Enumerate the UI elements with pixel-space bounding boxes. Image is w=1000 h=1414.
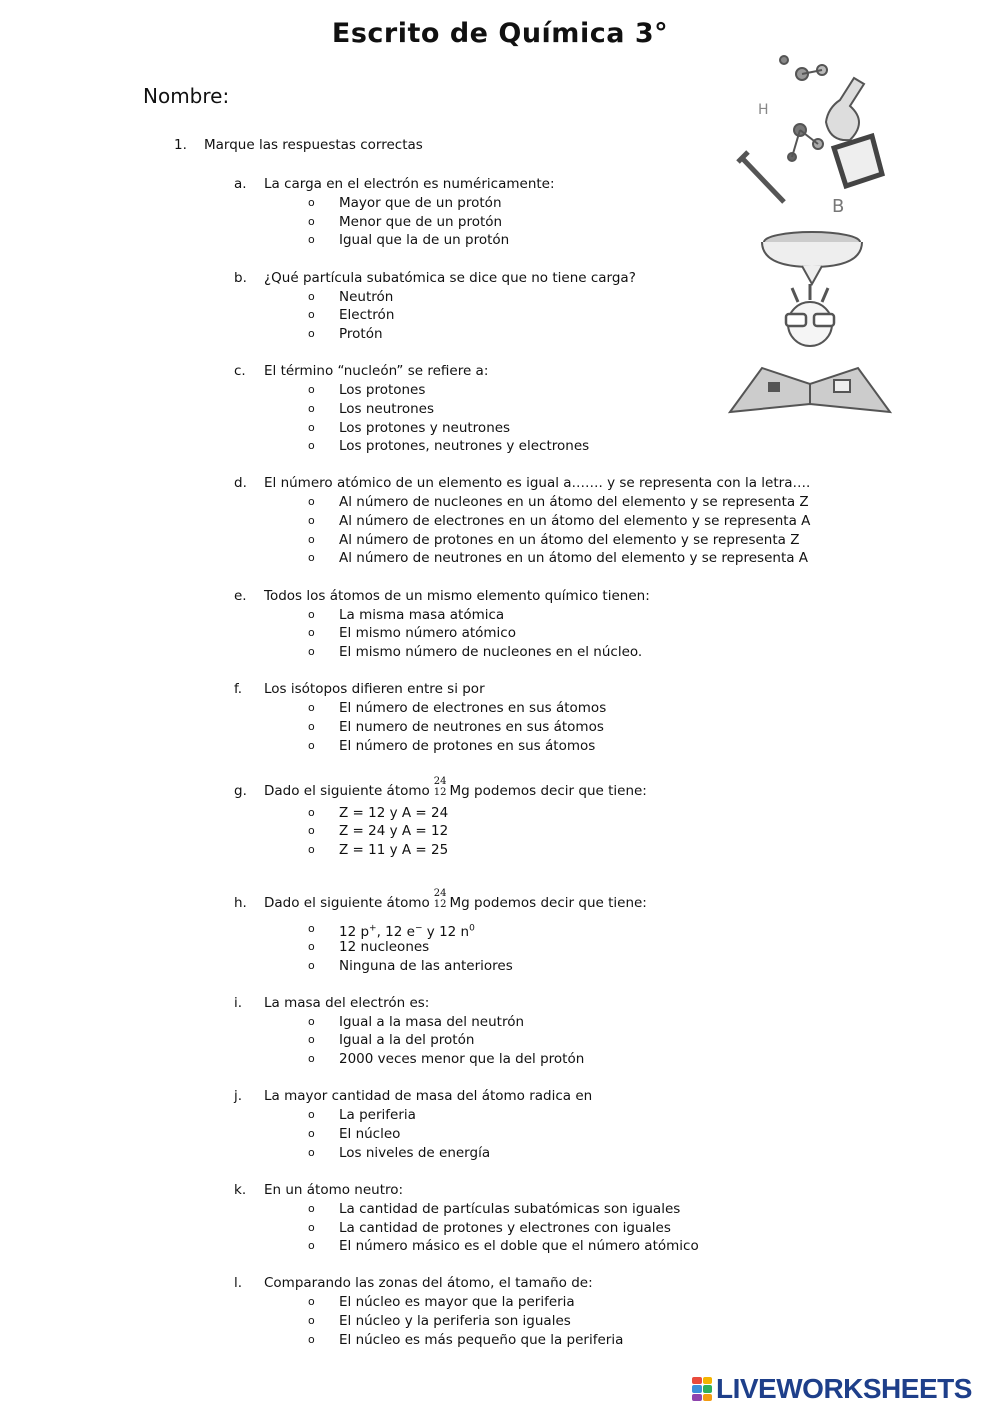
- option-text: Electrón: [339, 307, 395, 324]
- question-stem: La carga en el electrón es numéricamente:: [264, 176, 555, 192]
- answer-option[interactable]: [234, 549, 809, 568]
- answer-option[interactable]: [234, 1125, 794, 1144]
- answer-option[interactable]: [234, 916, 794, 941]
- svg-text:B: B: [832, 196, 845, 217]
- answer-option[interactable]: [234, 804, 794, 823]
- question-f: [234, 680, 794, 755]
- question-stem: El número atómico de un elemento es igual a……. y se representa con la letra….: [264, 475, 811, 492]
- circle-bullet-icon: o: [308, 289, 315, 303]
- option-text: Los protones: [339, 382, 426, 399]
- option-text: Z = 24 y A = 12: [339, 823, 449, 840]
- question-stem: La masa del electrón es:: [264, 994, 430, 1011]
- question-i: [234, 994, 794, 1069]
- option-text: La misma masa atómica: [339, 606, 505, 623]
- answer-option[interactable]: [234, 531, 800, 550]
- answer-option[interactable]: [234, 512, 811, 531]
- question-c: [234, 362, 794, 456]
- option-text: El numero de neutrones en sus átomos: [339, 718, 604, 735]
- circle-bullet-icon: o: [308, 921, 315, 935]
- circle-bullet-icon: o: [308, 1220, 315, 1234]
- answer-option[interactable]: [234, 1331, 794, 1350]
- question-a: [234, 175, 794, 250]
- answer-option[interactable]: [234, 306, 794, 325]
- circle-bullet-icon: o: [308, 626, 315, 640]
- option-text: 12 nucleones: [339, 938, 430, 955]
- question-d: [234, 474, 811, 568]
- option-text: El mismo número de nucleones en el núcleo.: [339, 644, 643, 660]
- question-letter: c.: [234, 363, 246, 380]
- answer-option[interactable]: [234, 624, 794, 643]
- circle-bullet-icon: o: [308, 439, 315, 453]
- answer-option[interactable]: [234, 1219, 794, 1238]
- brand-name: LIVEWORKSHEETS: [716, 1373, 972, 1404]
- answer-option[interactable]: [234, 1013, 794, 1032]
- option-text: La cantidad de partículas subatómicas son iguales: [339, 1200, 681, 1217]
- option-text: Mayor que de un protón: [339, 195, 502, 211]
- question-stem: El término “nucleón” se refiere a:: [264, 363, 489, 380]
- circle-bullet-icon: o: [308, 551, 315, 565]
- answer-option[interactable]: [234, 194, 794, 213]
- option-text: 2000 veces menor que la del protón: [339, 1051, 585, 1068]
- logo-mark-icon: [692, 1377, 712, 1401]
- circle-bullet-icon: o: [308, 1314, 315, 1328]
- answer-option[interactable]: [234, 718, 794, 737]
- question-e: [234, 587, 794, 662]
- liveworksheets-logo: [692, 1373, 992, 1405]
- option-text: El núcleo y la periferia son iguales: [339, 1313, 571, 1330]
- circle-bullet-icon: o: [308, 1201, 315, 1215]
- answer-option[interactable]: [234, 437, 794, 456]
- nuclide-notation: [434, 776, 447, 798]
- circle-bullet-icon: o: [308, 1014, 315, 1028]
- circle-bullet-icon: o: [308, 1033, 315, 1047]
- answer-option[interactable]: [234, 400, 794, 419]
- name-label: Nombre:: [143, 84, 230, 108]
- answer-option[interactable]: [234, 1144, 794, 1163]
- option-text: Los protones y neutrones: [339, 419, 511, 436]
- circle-bullet-icon: o: [308, 495, 315, 509]
- option-text: Protón: [339, 325, 383, 342]
- question-l: [234, 1274, 794, 1349]
- answer-option[interactable]: [234, 737, 794, 756]
- mass-number: 24: [433, 887, 447, 899]
- question-stem: Dado el siguiente átomo: [264, 782, 430, 799]
- intro-number: 1.: [174, 137, 187, 153]
- option-text: El núcleo es más pequeño que la periferia: [339, 1331, 624, 1348]
- option-text: Ninguna de las anteriores: [339, 957, 513, 974]
- question-letter: d.: [234, 475, 247, 492]
- circle-bullet-icon: o: [308, 958, 315, 972]
- question-letter: k.: [234, 1181, 247, 1198]
- option-text: El núcleo es mayor que la periferia: [339, 1294, 575, 1311]
- answer-option[interactable]: [234, 325, 794, 344]
- answer-option[interactable]: [234, 1200, 794, 1219]
- svg-text:H: H: [758, 102, 769, 118]
- answer-option[interactable]: [234, 1237, 794, 1256]
- answer-option[interactable]: [234, 1031, 794, 1050]
- proton-charge: +: [369, 923, 377, 934]
- question-letter: a.: [234, 176, 247, 192]
- answer-option[interactable]: [234, 1050, 794, 1069]
- option-text: Al número de nucleones en un átomo del elemento y se representa Z: [339, 494, 809, 511]
- option-text: Igual a la masa del neutrón: [339, 1013, 525, 1030]
- option-text: Igual a la del protón: [339, 1032, 475, 1049]
- answer-option[interactable]: [234, 493, 809, 512]
- page-title: Escrito de Química 3°: [331, 18, 669, 49]
- answer-option[interactable]: [234, 1106, 794, 1125]
- circle-bullet-icon: o: [308, 1052, 315, 1066]
- circle-bullet-icon: o: [308, 420, 315, 434]
- electron-count: , 12 e: [376, 924, 415, 941]
- proton-count: 12 p: [339, 924, 370, 941]
- neutron-count: y 12 n: [422, 924, 470, 941]
- mass-number: 24: [433, 775, 447, 787]
- question-letter: b.: [234, 269, 247, 286]
- question-h: [234, 886, 794, 975]
- circle-bullet-icon: o: [308, 1126, 315, 1140]
- question-letter: i.: [234, 994, 243, 1011]
- option-text: La cantidad de protones y electrones con iguales: [339, 1219, 671, 1236]
- option-text: Al número de protones en un átomo del elemento y se representa Z: [339, 531, 800, 548]
- question-k: [234, 1181, 794, 1256]
- option-text: El número de protones en sus átomos: [339, 737, 596, 754]
- option-text: Z = 11 y A = 25: [339, 842, 449, 859]
- element-symbol: Mg: [449, 782, 470, 799]
- question-letter: e.: [234, 587, 247, 604]
- option-text: El número de electrones en sus átomos: [339, 700, 607, 717]
- option-text: Neutrón: [339, 288, 394, 305]
- answer-option[interactable]: [234, 841, 794, 860]
- question-g: [234, 774, 794, 860]
- question-stem: En un átomo neutro:: [264, 1181, 404, 1198]
- answer-option[interactable]: [234, 1312, 794, 1331]
- circle-bullet-icon: o: [308, 308, 315, 322]
- circle-bullet-icon: o: [308, 532, 315, 546]
- circle-bullet-icon: o: [308, 645, 315, 658]
- intro-text: Marque las respuestas correctas: [204, 137, 423, 153]
- option-text: Z = 12 y A = 24: [339, 804, 449, 821]
- atomic-number: 12: [433, 786, 447, 798]
- circle-bullet-icon: o: [308, 701, 315, 715]
- question-stem: Todos los átomos de un mismo elemento químico tienen:: [264, 587, 650, 604]
- question-letter: f.: [234, 681, 243, 698]
- question-b: [234, 269, 794, 344]
- question-stem-end: podemos decir que tiene:: [474, 894, 647, 911]
- circle-bullet-icon: o: [308, 738, 315, 752]
- circle-bullet-icon: o: [308, 1239, 315, 1253]
- option-text: La periferia: [339, 1107, 416, 1124]
- answer-option[interactable]: [234, 288, 794, 307]
- question-intro: [174, 137, 423, 153]
- answer-option[interactable]: [234, 231, 794, 250]
- electron-charge: −: [414, 923, 423, 934]
- nuclide-notation: [434, 888, 447, 910]
- option-text: Los protones, neutrones y electrones: [339, 438, 590, 455]
- question-stem-end: podemos decir que tiene:: [474, 782, 647, 799]
- circle-bullet-icon: o: [308, 233, 315, 247]
- answer-option[interactable]: [234, 606, 794, 625]
- circle-bullet-icon: o: [308, 939, 315, 953]
- option-text: Los neutrones: [339, 400, 434, 417]
- question-letter: g.: [234, 782, 247, 799]
- question-stem: La mayor cantidad de masa del átomo radica en: [264, 1088, 593, 1105]
- answer-option[interactable]: [234, 822, 794, 841]
- answer-option[interactable]: [234, 1293, 794, 1312]
- answer-option[interactable]: [234, 957, 794, 976]
- answer-option[interactable]: [234, 419, 794, 438]
- option-text: El número másico es el doble que el número atómico: [339, 1238, 699, 1255]
- question-list: [234, 175, 811, 1368]
- option-text: Menor que de un protón: [339, 213, 503, 230]
- circle-bullet-icon: o: [308, 401, 315, 415]
- question-stem: Dado el siguiente átomo: [264, 894, 430, 911]
- question-letter: l.: [234, 1275, 243, 1292]
- answer-option[interactable]: [234, 938, 794, 957]
- question-stem: ¿Qué partícula subatómica se dice que no tiene carga?: [264, 269, 636, 286]
- circle-bullet-icon: o: [308, 1145, 315, 1159]
- circle-bullet-icon: o: [308, 843, 315, 857]
- circle-bullet-icon: o: [308, 824, 315, 838]
- circle-bullet-icon: o: [308, 1108, 315, 1122]
- element-symbol: Mg: [449, 894, 470, 911]
- question-letter: j.: [234, 1088, 243, 1105]
- circle-bullet-icon: o: [308, 805, 315, 819]
- option-text: Igual que la de un protón: [339, 232, 510, 249]
- circle-bullet-icon: o: [308, 1295, 315, 1309]
- circle-bullet-icon: o: [308, 514, 315, 528]
- atomic-number: 12: [433, 898, 447, 910]
- question-stem: Comparando las zonas del átomo, el tamaño de:: [264, 1275, 593, 1292]
- circle-bullet-icon: o: [308, 326, 315, 340]
- question-stem: Los isótopos difieren entre si por: [264, 681, 485, 698]
- answer-option[interactable]: [234, 381, 794, 400]
- circle-bullet-icon: o: [308, 719, 315, 733]
- option-text: Al número de electrones en un átomo del elemento y se representa A: [339, 513, 811, 530]
- option-text: Los niveles de energía: [339, 1144, 491, 1161]
- chemistry-scientist-illustration-icon: [722, 52, 897, 424]
- circle-bullet-icon: o: [308, 607, 315, 621]
- option-text: Al número de neutrones en un átomo del elemento y se representa A: [339, 550, 809, 567]
- answer-option[interactable]: [234, 643, 794, 662]
- circle-bullet-icon: o: [308, 383, 315, 397]
- question-letter: h.: [234, 894, 247, 911]
- circle-bullet-icon: o: [308, 1332, 315, 1346]
- circle-bullet-icon: o: [308, 196, 315, 209]
- option-text: El mismo número atómico: [339, 625, 516, 642]
- answer-option[interactable]: [234, 699, 794, 718]
- question-j: [234, 1087, 794, 1162]
- neutron-charge: 0: [469, 923, 475, 934]
- answer-option[interactable]: [234, 213, 794, 232]
- option-text: El núcleo: [339, 1125, 401, 1142]
- circle-bullet-icon: o: [308, 214, 315, 228]
